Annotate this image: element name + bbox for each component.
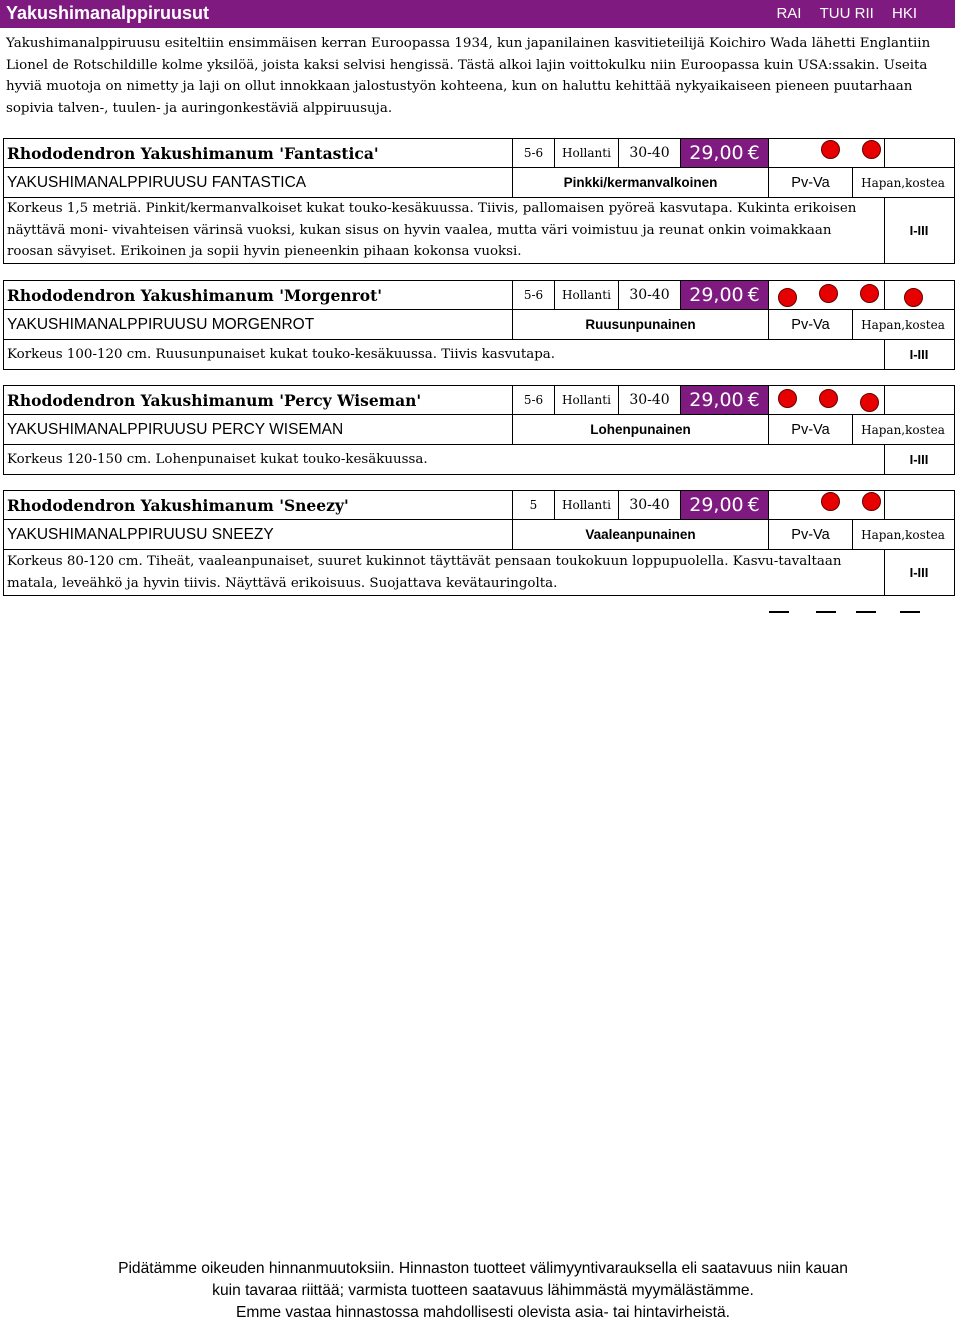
product-description-row bbox=[3, 340, 955, 370]
footer-line-2: kuin tavaraa riittää; varmista tuotteen saatavuus lähimmästä myymälästämme. bbox=[212, 1282, 754, 1299]
stock-dot-3-1 bbox=[821, 140, 840, 159]
product-latin-name: Rhododendron Yakushimanum 'Fantastica' bbox=[7, 143, 379, 163]
stock-dot-3-3 bbox=[904, 288, 923, 307]
product-zone: 5 bbox=[512, 491, 554, 519]
store-tuu-rii: TUU RII bbox=[819, 5, 874, 22]
product-latin-name: Rhododendron Yakushimanum 'Morgenrot' bbox=[7, 285, 383, 305]
product-flower-color: Vaaleanpunainen bbox=[512, 520, 768, 549]
page-title: Yakushimanalppiruusut bbox=[6, 3, 210, 23]
stock-area bbox=[768, 491, 808, 519]
stock-dot-3-0 bbox=[778, 389, 797, 408]
product-description-row bbox=[3, 445, 955, 475]
stock-area-2 bbox=[884, 386, 885, 414]
stock-area-2 bbox=[884, 139, 885, 167]
product-price bbox=[680, 491, 768, 519]
product-price bbox=[680, 281, 768, 309]
product-origin: Hollanti bbox=[554, 139, 618, 167]
product-main-row bbox=[3, 280, 955, 310]
product-description: Korkeus 80-120 cm. Tiheät, vaaleanpunaiset, suuret kukinnot täyttävät pensaan toukokuun loppupuolella. Kasvu-tavaltaan matala, leveähkö ja hyvin tiivis. Näyttävä erikoisuus. Suojattava kevätauringolta. bbox=[7, 554, 842, 591]
product-zone: 5-6 bbox=[512, 139, 554, 167]
stock-dot-3-2 bbox=[860, 284, 879, 303]
product-soil: Hapan,kostea bbox=[852, 415, 953, 444]
stock-dot-3-1 bbox=[819, 284, 838, 303]
product-sun-requirement: Pv-Va bbox=[768, 520, 852, 549]
product-zone-code: I-III bbox=[884, 550, 953, 595]
product-latin-name: Rhododendron Yakushimanum 'Percy Wiseman' bbox=[7, 390, 422, 410]
product-sun-requirement: Pv-Va bbox=[768, 168, 852, 197]
product-finnish-name: YAKUSHIMANALPPIRUUSU SNEEZY bbox=[7, 525, 274, 543]
product-zone-code: I-III bbox=[884, 445, 953, 474]
product-finnish-name: YAKUSHIMANALPPIRUUSU FANTASTICA bbox=[7, 173, 307, 191]
dash-rii bbox=[856, 611, 876, 613]
intro-text: Yakushimanalppiruusu esiteltiin ensimmäisen kerran Euroopassa 1934, kun japanilainen kasvitieteilijä Koichiro Wada lähetti Englantiin Lionel de Rotschildille kolme yksilöä, joista kaksi selvisi hengissä. Tästä alkoi lajin voittokulku niin Euroopassa kuin USA:ssakin. Useita hyviä muotoja on nimetty ja laji on ollut innokkaan jalostustyön kohteena, kun on haluttu kehittää nykyaikaiseen pieneen puutarhaan sopivia talven-, tuulen- ja auringonkestäviä alppiruusuja. bbox=[6, 36, 931, 116]
product-finnish-name: YAKUSHIMANALPPIRUUSU MORGENROT bbox=[7, 315, 315, 333]
product-price bbox=[680, 139, 768, 167]
product-description: Korkeus 120-150 cm. Lohenpunaiset kukat touko-kesäkuussa. bbox=[7, 451, 428, 467]
product-zone-code: I-III bbox=[884, 198, 953, 263]
dash-hki bbox=[900, 611, 920, 613]
product-finnish-name: YAKUSHIMANALPPIRUUSU PERCY WISEMAN bbox=[7, 420, 344, 438]
dash-rai bbox=[769, 611, 789, 613]
product-size: 30-40 bbox=[618, 386, 680, 414]
product-flower-color: Lohenpunainen bbox=[512, 415, 768, 444]
product-size: 30-40 bbox=[618, 139, 680, 167]
currency-symbol: € bbox=[747, 142, 760, 164]
stock-dot-3-1 bbox=[819, 389, 838, 408]
product-latin-name: Rhododendron Yakushimanum 'Sneezy' bbox=[7, 495, 349, 515]
product-zone: 5-6 bbox=[512, 386, 554, 414]
product-description: Korkeus 1,5 metriä. Pinkit/kermanvalkoiset kukat touko-kesäkuussa. Tiivis, pallomaisen pyöreä kasvutapa. Kukinta erikoisen näyttävä moni- vivahteisen värinsä vuoksi, kukan sisus on hyvin vaalea, mutta väri voimistuu ja reunat onkin voimakkaan roosan sävyiset. Erikoinen ja sopii hyvin pieneenkin pihaan kokonsa vuoksi. bbox=[7, 201, 857, 260]
product-description: Korkeus 100-120 cm. Ruusunpunaiset kukat touko-kesäkuussa. Tiivis kasvutapa. bbox=[7, 346, 556, 362]
stock-dot-3-1 bbox=[821, 492, 840, 511]
stock-dot-3-2 bbox=[860, 393, 879, 412]
stock-area-2 bbox=[884, 281, 885, 309]
product-main-row bbox=[3, 385, 955, 415]
product-finnish-row bbox=[3, 415, 955, 445]
store-columns bbox=[762, 5, 917, 22]
product-finnish-row bbox=[3, 520, 955, 550]
stock-area-2 bbox=[884, 491, 885, 519]
footer-disclaimer bbox=[0, 1258, 960, 1324]
dash-tuu bbox=[816, 611, 836, 613]
product-soil: Hapan,kostea bbox=[852, 310, 953, 339]
footer-line-1: Pidätämme oikeuden hinnanmuutoksiin. Hinnaston tuotteet välimyyntivarauksella eli saatavuus niin kauan bbox=[118, 1260, 848, 1277]
price-value: 29,00 bbox=[689, 389, 744, 411]
stock-dot-3-0 bbox=[778, 288, 797, 307]
product-soil: Hapan,kostea bbox=[852, 520, 953, 549]
currency-symbol: € bbox=[747, 494, 760, 516]
product-sun-requirement: Pv-Va bbox=[768, 415, 852, 444]
product-price bbox=[680, 386, 768, 414]
product-main-row bbox=[3, 490, 955, 520]
product-description-row bbox=[3, 550, 955, 596]
page-header bbox=[0, 0, 955, 28]
product-flower-color: Pinkki/kermanvalkoinen bbox=[512, 168, 768, 197]
product-soil: Hapan,kostea bbox=[852, 168, 953, 197]
product-origin: Hollanti bbox=[554, 281, 618, 309]
product-flower-color: Ruusunpunainen bbox=[512, 310, 768, 339]
store-hki: HKI bbox=[891, 5, 917, 22]
product-zone-code: I-III bbox=[884, 340, 953, 369]
price-value: 29,00 bbox=[689, 494, 744, 516]
store-rai: RAI bbox=[776, 5, 802, 22]
product-main-row bbox=[3, 138, 955, 168]
currency-symbol: € bbox=[747, 389, 760, 411]
product-size: 30-40 bbox=[618, 491, 680, 519]
product-zone: 5-6 bbox=[512, 281, 554, 309]
product-sun-requirement: Pv-Va bbox=[768, 310, 852, 339]
product-origin: Hollanti bbox=[554, 491, 618, 519]
product-finnish-row bbox=[3, 168, 955, 198]
product-origin: Hollanti bbox=[554, 386, 618, 414]
stock-dot-3-2 bbox=[862, 492, 881, 511]
stock-area bbox=[768, 139, 808, 167]
price-value: 29,00 bbox=[689, 284, 744, 306]
product-finnish-row bbox=[3, 310, 955, 340]
currency-symbol: € bbox=[747, 284, 760, 306]
price-value: 29,00 bbox=[689, 142, 744, 164]
product-description-row bbox=[3, 198, 955, 264]
stock-dot-3-2 bbox=[862, 140, 881, 159]
footer-line-3: Emme vastaa hinnastossa mahdollisesti olevista asia- tai hintavirheistä. bbox=[235, 1304, 731, 1321]
product-size: 30-40 bbox=[618, 281, 680, 309]
